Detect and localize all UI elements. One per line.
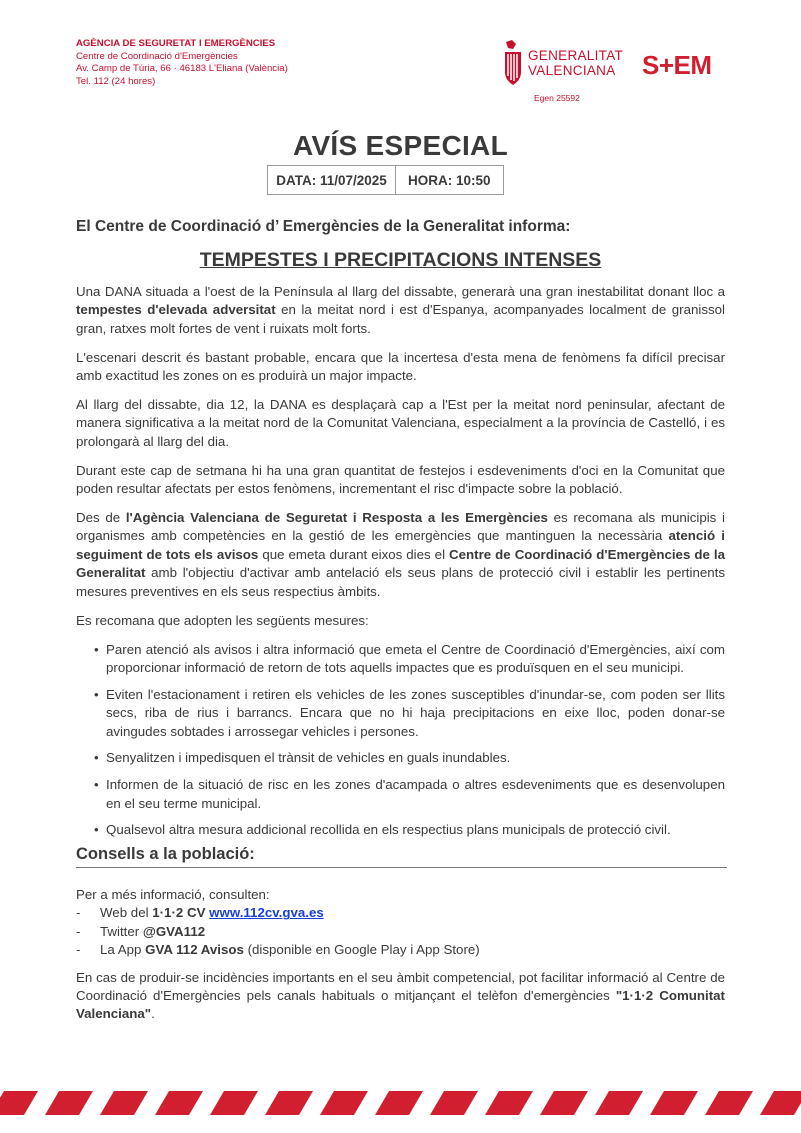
app-name: GVA 112 Avisos [145, 942, 244, 958]
info-twitter-row: - Twitter @GVA112 [76, 923, 206, 939]
info-intro: Per a més informació, consulten: [76, 887, 270, 902]
gva-line-2: VALENCIANA [528, 63, 616, 78]
list-item: • Qualsevol altra mesura addicional recollida en els respectius plans municipals de protecció civil. [94, 822, 671, 838]
notice-body [76, 283, 725, 848]
closing-paragraph: En cas de produir-se incidències importants en el seu àmbit competencial, pot facilitar informació al Centre de Coordinació d'Emergències pels canals habituals o mitjançant el telèfon d'emergències "1·1·2 Comunitat Valenciana". [76, 969, 725, 1022]
sem-logo: S+EM [642, 50, 712, 80]
alert-subtitle: TEMPESTES I PRECIPITACIONS INTENSES [199, 249, 602, 271]
generalitat-wordmark [528, 48, 623, 78]
paragraph-3: Al llarg del dissabte, dia 12, la DANA es desplaçarà cap a l'Est per la meitat nord peninsular, afectant de manera significativa a la meitat nord de la Comunitat Valenciana, especialment a la província de Castelló, i es prolongarà al llarg del dia. [76, 397, 725, 449]
paragraph-2: L'escenari descrit és bastant probable, encara que la incertesa d'esta mena de fenòmens fa difícil precisar amb exactitud les zones on es produirà un major impacte. [76, 349, 725, 384]
agency-center: Centre de Coordinació d'Emergències [76, 50, 238, 62]
agency-address: Av. Camp de Túria, 66 · 46183 L'Eliana (València) [76, 63, 288, 74]
paragraph-1: Una DANA situada a l'oest de la Península al llarg del dissabte, generarà una gran inestabilitat donant lloc a tempestes d'elevada adversitat en la meitat nord i est d'Espanya, acompanyades localment de granissol gran, ratxes molt fortes de vent i ruixats molt forts. [76, 284, 725, 336]
info-app-row: - La App GVA 112 Avisos (disponible en Google Play i App Store) [76, 942, 480, 958]
list-item: • Paren atenció als avisos i altra informació que emeta el Centre de Coordinació d'Emergències, així com proporcionar informació de retorn de tots aquells impactes que es produïsquen en el seu municipi. [94, 641, 725, 675]
twitter-handle: @GVA112 [142, 923, 206, 939]
date-time-box [267, 165, 504, 195]
egen-number: Egen 25592 [534, 93, 580, 103]
consells-heading: Consells a la població: [76, 845, 727, 868]
list-item: • Senyalitzen i impedisquen el trànsit de vehicles en guals inundables. [94, 750, 511, 766]
generalitat-crest-icon [503, 40, 523, 86]
paragraph-4: Durant este cap de setmana hi ha una gran quantitat de festejos i esdeveniments d'oci en la Comunitat que poden resultar afectats per estos fenòmens, incrementant el risc d'impacte sobre la població. [76, 462, 725, 497]
informs-heading: El Centre de Coordinació d’ Emergències de la Generalitat informa: [76, 218, 571, 235]
paragraph-5: Des de l'Agència Valenciana de Seguretat i Resposta a les Emergències es recomana als municipis i organismes amb competències en la gestió de les emergències que mantinguen la necessària atenció i seguiment de tots els avisos que emeta durant eixos dies el Centre de Coordinació d'Emergències de la Generalitat amb l'objectiu d'activar amb antelació els seus plans de protecció civil i establir les pertinents mesures preventives en els seus respectius àmbits. [76, 510, 725, 599]
info-web-row: - Web del 1·1·2 CV www.112cv.gva.es [76, 905, 324, 921]
web-link[interactable]: www.112cv.gva.es [209, 905, 324, 921]
gva-line-1: GENERALITAT [528, 48, 624, 63]
measures-intro: Es recomana que adopten les següents mesures: [76, 612, 369, 628]
list-item: • Informen de la situació de risc en les zones d'acampada o altres esdeveniments que es desenvolupen en el seu terme municipal. [94, 777, 725, 811]
more-info-section [76, 886, 725, 1024]
date-label: DATA: 11/07/2025 [268, 166, 396, 194]
time-label: HORA: 10:50 [408, 172, 491, 188]
list-item: • Eviten l'estacionament i retiren els vehicles de les zones susceptibles d'inundar-se, com poden ser llits secs, riba de rius i barrancs. Encara que no hi haja precipitacions en eixe lloc, poden donar-se avingudes sobtades i arrossegar vehicles i persones. [94, 686, 725, 739]
agency-phone: Tel. 112 (24 hores) [76, 75, 156, 87]
agency-header [76, 38, 288, 88]
generalitat-logo [503, 40, 623, 86]
footer-stripes [0, 1091, 801, 1115]
page-title: AVÍS ESPECIAL [293, 130, 508, 161]
agency-name: AGÈNCIA DE SEGURETAT I EMERGÈNCIES [76, 38, 276, 49]
measures-list [94, 641, 725, 840]
